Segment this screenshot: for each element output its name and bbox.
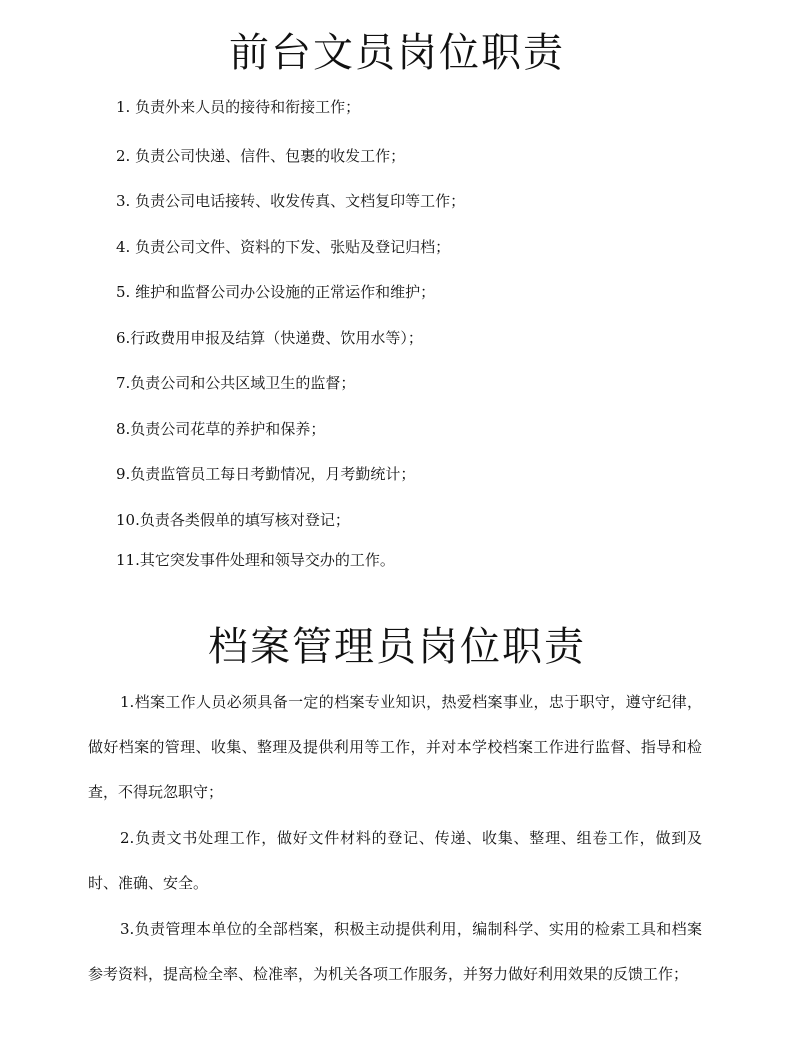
list-item: 10.负责各类假单的填写核对登记； bbox=[116, 511, 350, 529]
section-title-reception: 前台文员岗位职责 bbox=[229, 30, 565, 76]
list-item: 6.行政费用申报及结算（快递费、饮用水等）； bbox=[116, 329, 423, 347]
list-item: 3. 负责公司电话接转、收发传真、文档复印等工作； bbox=[116, 192, 466, 210]
list-item: 11.其它突发事件处理和领导交办的工作。 bbox=[116, 551, 395, 569]
list-item: 9.负责监管员工每日考勤情况，月考勤统计； bbox=[116, 465, 416, 483]
list-item: 1. 负责外来人员的接待和衔接工作； bbox=[116, 98, 361, 116]
list-item: 7.负责公司和公共区域卫生的监督； bbox=[116, 374, 356, 392]
archivist-paragraph-1: 1.档案工作人员必须具备一定的档案专业知识，热爱档案事业，忠于职守，遵守纪律，做好档案的管理、收集、整理及提供利用等工作，并对本学校档案工作进行监督、指导和检查，不得玩忽职守； bbox=[88, 693, 702, 801]
list-item: 2. 负责公司快递、信件、包裹的收发工作； bbox=[116, 147, 406, 165]
archivist-paragraph-2: 2.负责文书处理工作，做好文件材料的登记、传递、收集、整理、组卷工作，做到及时、准确、安全。 bbox=[88, 829, 702, 892]
section-title-archivist: 档案管理员岗位职责 bbox=[208, 624, 586, 670]
archivist-paragraph-3: 3.负责管理本单位的全部档案，积极主动提供利用，编制科学、实用的检索工具和档案参考资料，提高检全率、检准率，为机关各项工作服务，并努力做好利用效果的反馈工作； bbox=[88, 920, 702, 983]
list-item: 8.负责公司花草的养护和保养； bbox=[116, 420, 326, 438]
list-item: 4. 负责公司文件、资料的下发、张贴及登记归档； bbox=[116, 238, 451, 256]
list-item: 5. 维护和监督公司办公设施的正常运作和维护； bbox=[116, 283, 436, 301]
